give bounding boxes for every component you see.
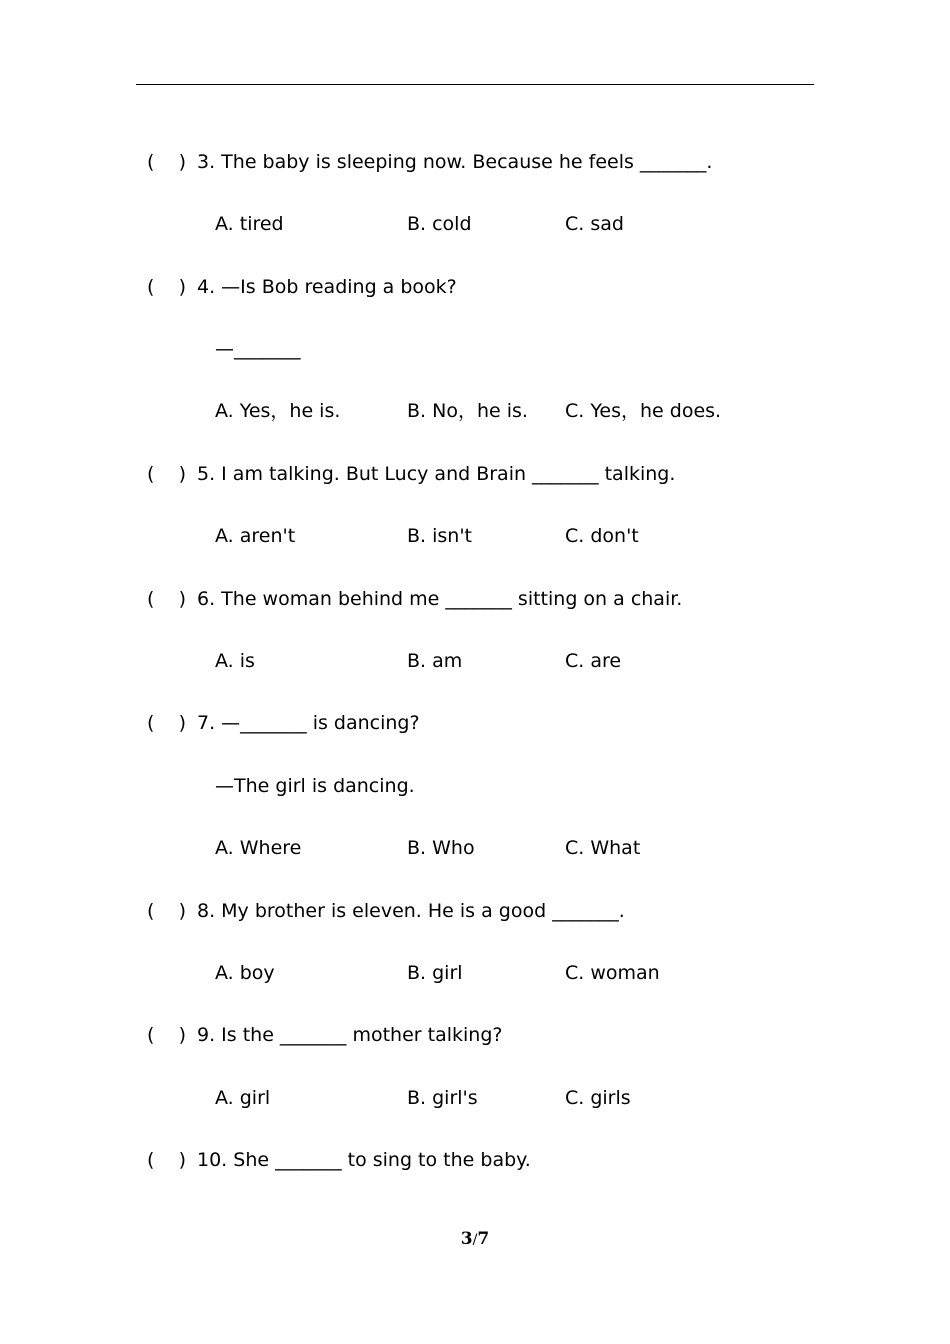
answer-bracket: ( ) (147, 463, 186, 485)
question-stem: 3. The baby is sleeping now. Because he feels _______. (197, 151, 713, 173)
option-c: C. Yes，he does. (565, 400, 722, 422)
total-pages: 7 (477, 1229, 490, 1249)
question-stem: 4. —Is Bob reading a book? (197, 276, 457, 298)
question-stem: 8. My brother is eleven. He is a good _______. (197, 900, 625, 922)
answer-bracket: ( ) (147, 151, 186, 173)
option-a: A. Yes，he is. (215, 400, 341, 422)
option-a: A. boy (215, 962, 275, 984)
option-c: C. don't (565, 525, 639, 547)
option-a: A. tired (215, 213, 284, 235)
option-b: B. am (407, 650, 463, 672)
option-b: B. girl's (407, 1087, 478, 1109)
dialogue-response: —_______ (215, 338, 301, 360)
question-stem: 6. The woman behind me _______ sitting on a chair. (197, 588, 683, 610)
answer-bracket: ( ) (147, 1024, 186, 1046)
header-rule (136, 84, 814, 85)
option-b: B. isn't (407, 525, 473, 547)
option-b: B. Who (407, 837, 475, 859)
question-stem: 7. —_______ is dancing? (197, 712, 420, 734)
option-a: A. Where (215, 837, 302, 859)
question-stem: 9. Is the _______ mother talking? (197, 1024, 503, 1046)
answer-bracket: ( ) (147, 1149, 186, 1171)
answer-bracket: ( ) (147, 588, 186, 610)
option-a: A. is (215, 650, 255, 672)
question-stem: 5. I am talking. But Lucy and Brain _______ talking. (197, 463, 676, 485)
option-b: B. No，he is. (407, 400, 528, 422)
page-number (0, 1228, 950, 1251)
option-c: C. What (565, 837, 641, 859)
dialogue-response: —The girl is dancing. (215, 775, 415, 797)
option-a: A. aren't (215, 525, 296, 547)
option-c: C. woman (565, 962, 660, 984)
option-a: A. girl (215, 1087, 271, 1109)
page-separator: / (472, 1232, 478, 1248)
question-stem: 10. She _______ to sing to the baby. (197, 1149, 531, 1171)
option-b: B. girl (407, 962, 463, 984)
answer-bracket: ( ) (147, 900, 186, 922)
option-c: C. are (565, 650, 622, 672)
option-b: B. cold (407, 213, 472, 235)
answer-bracket: ( ) (147, 712, 186, 734)
option-c: C. girls (565, 1087, 631, 1109)
option-c: C. sad (565, 213, 624, 235)
current-page: 3 (460, 1229, 473, 1249)
answer-bracket: ( ) (147, 276, 186, 298)
